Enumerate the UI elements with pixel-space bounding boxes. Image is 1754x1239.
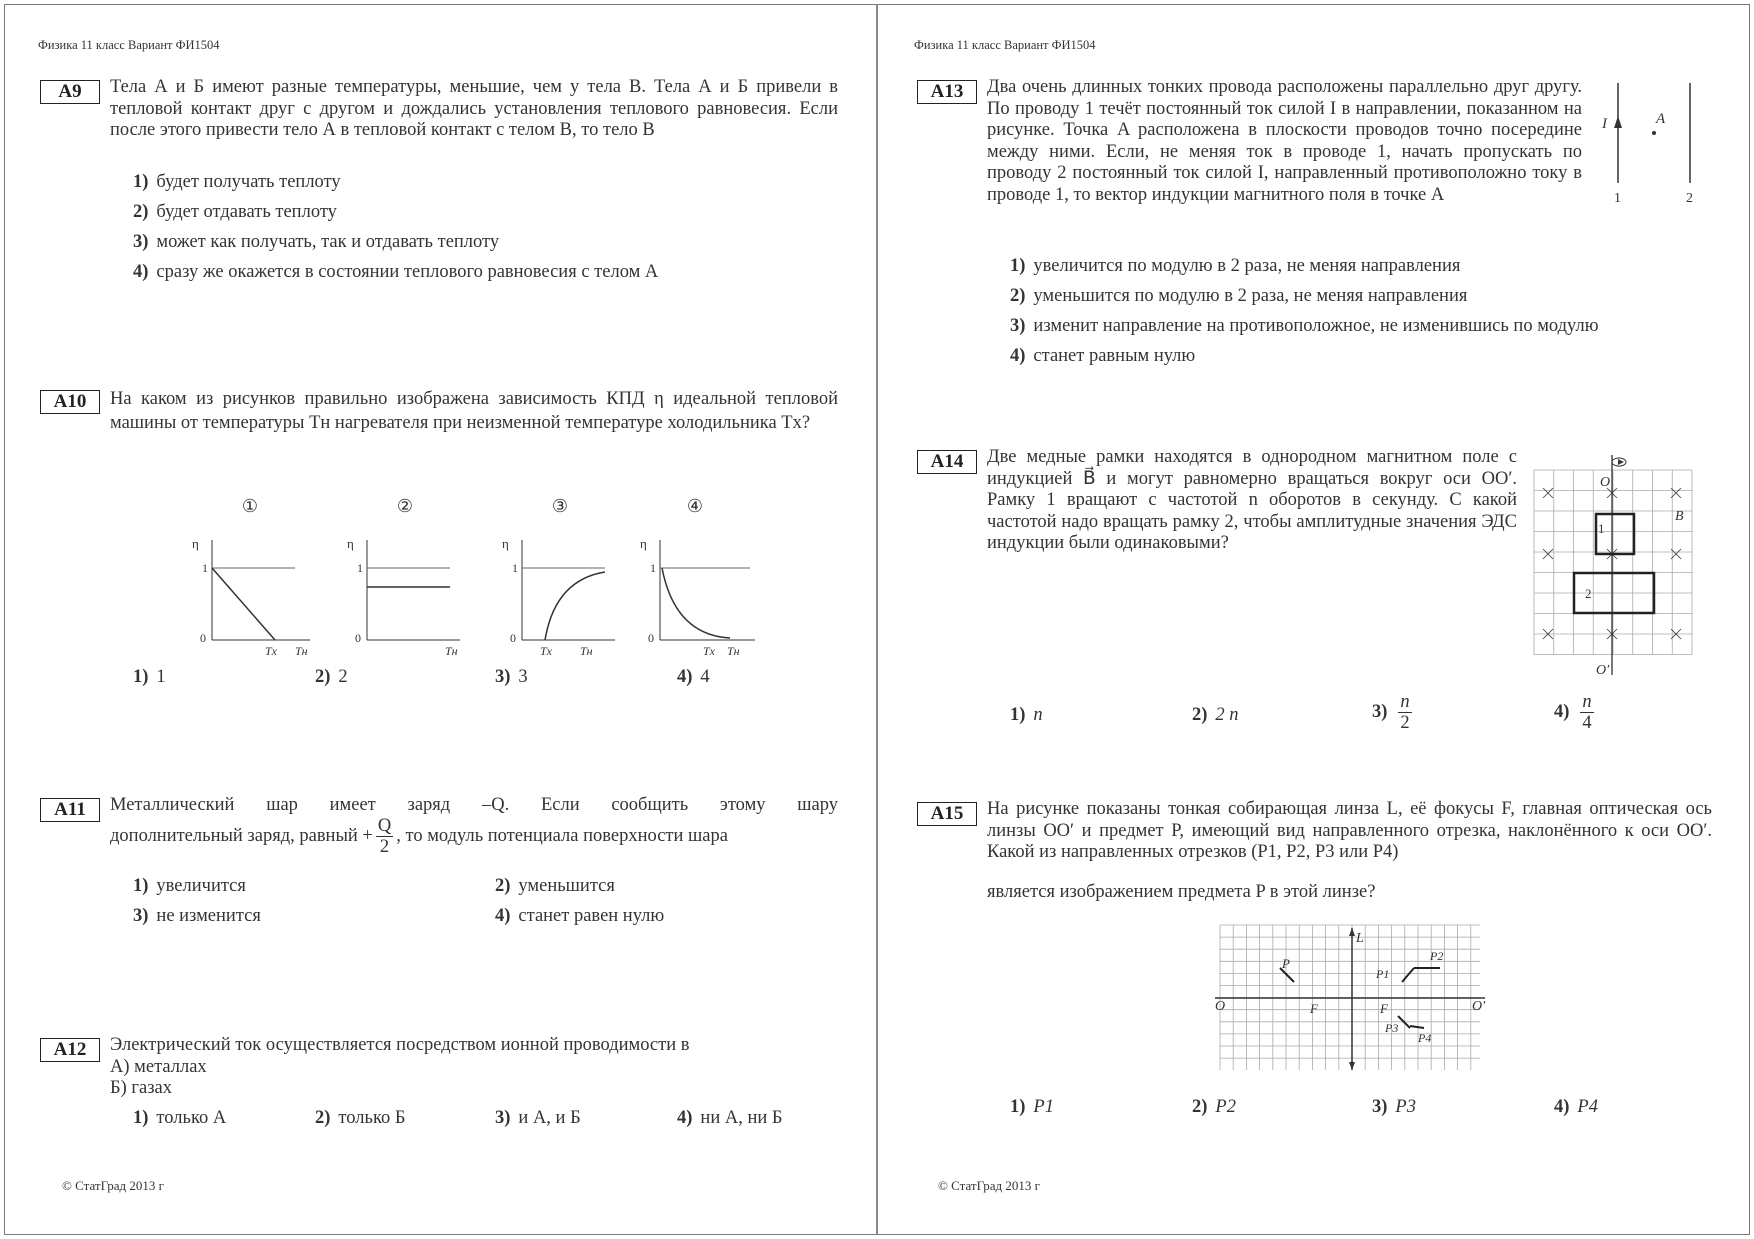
svg-text:0: 0 — [510, 631, 516, 645]
question-number: А11 — [40, 798, 100, 822]
svg-text:0: 0 — [355, 631, 361, 645]
graph-2 — [347, 496, 460, 658]
svg-text:Tн: Tн — [727, 644, 740, 658]
svg-text:①: ① — [241, 496, 259, 516]
svg-text:F: F — [1380, 1001, 1388, 1016]
svg-text:η: η — [640, 536, 647, 551]
page-footer: © СтатГрад 2013 г — [62, 1178, 164, 1193]
graph-4 — [640, 496, 755, 658]
option-2: 2) уменьшится по модулю в 2 раза, не меняя направления — [1010, 286, 1468, 306]
option-1: 1) будет получать теплоту — [133, 172, 341, 192]
svg-text:2: 2 — [1585, 586, 1592, 601]
svg-text:P2: P2 — [1430, 949, 1444, 963]
page-footer: © СтатГрад 2013 г — [938, 1178, 1040, 1193]
a10-option-4: 4) 4 — [677, 667, 710, 687]
option-3: 3) может как получать, так и отдавать теплоту — [133, 232, 500, 252]
a10-option-3: 3) 3 — [495, 667, 528, 687]
svg-text:1: 1 — [202, 561, 208, 575]
svg-text:Tх: Tх — [540, 644, 552, 658]
question-number: А13 — [917, 80, 977, 104]
svg-text:0: 0 — [200, 631, 206, 645]
question-text: Электрический ток осуществляется посредством ионной проводимости в А) металлах Б) газах — [110, 1035, 690, 1098]
lens-figure — [1210, 920, 1490, 1075]
question-text-line2: дополнительный заряд, равный + $\frac{Q}{2}$ , то модуль потенциала поверхности шара — [110, 816, 728, 857]
wires-figure — [1590, 78, 1710, 208]
svg-text:η: η — [502, 536, 509, 551]
option-2: 2) уменьшится — [495, 876, 615, 896]
efficiency-graphs — [180, 490, 760, 660]
option-4: 4) P4 — [1554, 1097, 1598, 1117]
svg-text:B⃗: B⃗ — [1675, 509, 1695, 524]
svg-text:0: 0 — [648, 631, 654, 645]
option-3: 3) не изменится — [133, 906, 261, 926]
option-4: 4) $\frac{n}{4}$ — [1554, 692, 1592, 733]
option-1: 1) n — [1010, 705, 1043, 725]
svg-text:O: O — [1600, 475, 1611, 490]
svg-text:A: A — [1656, 111, 1666, 127]
page-divider — [876, 4, 878, 1235]
svg-text:2: 2 — [1686, 191, 1693, 206]
question-text-continued: является изображением предмета P в этой линзе? — [987, 882, 1376, 902]
question-text: Две медные рамки находятся в однородном магнитном поле с индукцией B⃗ и могут равномерно вращаться вокруг оси OO′. Рамку 1 вращают с частотой n оборотов в секунду. С какой частотой надо вращать рамку 2, чтобы амплитудные значения ЭДС индукции были одинаковыми? — [987, 447, 1517, 553]
question-text-line1: Металлический шар имеет заряд –Q. Если сообщить этому шару — [110, 795, 838, 815]
question-number: А12 — [40, 1038, 100, 1062]
option-2: 2) будет отдавать теплоту — [133, 202, 337, 222]
svg-text:1: 1 — [512, 561, 518, 575]
graph-1 — [192, 496, 310, 658]
question-text: На каком из рисунков правильно изображена зависимость КПД η идеальной тепловой машины от температуры Tн нагревателя при неизменной температуре холодильника Tх? — [110, 389, 838, 433]
svg-text:P4: P4 — [1418, 1031, 1432, 1045]
svg-text:Tх: Tх — [265, 644, 277, 658]
svg-text:O′: O′ — [1472, 999, 1486, 1014]
svg-text:L: L — [1356, 931, 1364, 946]
svg-text:η: η — [192, 536, 199, 551]
svg-text:1: 1 — [357, 561, 363, 575]
page-header: Физика 11 класс Вариант ФИ1504 — [38, 38, 220, 52]
option-4: 4) ни А, ни Б — [677, 1108, 783, 1128]
option-2: 2) P2 — [1192, 1097, 1236, 1117]
svg-text:O′: O′ — [1596, 663, 1610, 678]
svg-text:1: 1 — [1614, 191, 1621, 206]
svg-text:②: ② — [396, 496, 414, 516]
option-4: 4) станет равным нулю — [1010, 346, 1196, 366]
svg-text:O: O — [1215, 999, 1226, 1014]
option-1: 1) увеличится по модулю в 2 раза, не меняя направления — [1010, 256, 1461, 276]
option-4: 4) станет равен нулю — [495, 906, 665, 926]
option-3: 3) и А, и Б — [495, 1108, 581, 1128]
option-4: 4) сразу же окажется в состоянии теплового равновесия с телом А — [133, 262, 659, 282]
svg-text:Tх: Tх — [703, 644, 715, 658]
a10-option-2: 2) 2 — [315, 667, 348, 687]
option-2: 2) 2 n — [1192, 705, 1239, 725]
option-1: 1) увеличится — [133, 876, 246, 896]
question-number: А14 — [917, 450, 977, 474]
svg-text:④: ④ — [686, 496, 704, 516]
svg-text:η: η — [347, 536, 354, 551]
question-number: А9 — [40, 80, 100, 104]
question-text: Два очень длинных тонких провода расположены параллельно друг другу. По проводу 1 течёт постоянный ток силой I в направлении, показанном на рисунке. Точка A расположена в плоскости проводов точно посередине между ними. Если, не меняя ток в проводе 1, начать пропускать по проводу 2 постоянный ток силой I, направленный противоположно току в проводе 1, то вектор индукции магнитного поля в точке A — [987, 77, 1582, 205]
question-number: А15 — [917, 802, 977, 826]
option-3: 3) P3 — [1372, 1097, 1416, 1117]
option-1: 1) P1 — [1010, 1097, 1054, 1117]
option-2: 2) только Б — [315, 1108, 406, 1128]
svg-text:Tн: Tн — [445, 644, 458, 658]
svg-text:Tн: Tн — [580, 644, 593, 658]
option-1: 1) только А — [133, 1108, 227, 1128]
option-3: 3) $\frac{n}{2}$ — [1372, 692, 1410, 733]
svg-text:I: I — [1602, 116, 1607, 132]
a10-option-1: 1) 1 — [133, 667, 166, 687]
svg-text:③: ③ — [551, 496, 569, 516]
svg-text:Tн: Tн — [295, 644, 308, 658]
option-3: 3) изменит направление на противоположное, не изменившись по модулю — [1010, 316, 1599, 336]
svg-text:P1: P1 — [1376, 967, 1390, 981]
svg-text:P3: P3 — [1385, 1021, 1399, 1035]
graph-3 — [502, 496, 615, 658]
question-number: А10 — [40, 390, 100, 414]
rotating-frames-figure — [1530, 450, 1700, 680]
question-text: Тела А и Б имеют разные температуры, меньшие, чем у тела В. Тела А и Б привели в тепловой контакт друг с другом и дождались установления теплового равновесия. Если после этого привести тело А в тепловой контакт с телом В, то тело В — [110, 77, 838, 140]
svg-text:F: F — [1310, 1001, 1318, 1016]
question-text: На рисунке показаны тонкая собирающая линза L, её фокусы F, главная оптическая ось линзы OO′ и предмет P, имеющий вид направленного отрезка, наклонённого к оси OO′. Какой из направленных отрезков (P1, P2, P3 или P4) — [987, 799, 1712, 862]
page-header: Физика 11 класс Вариант ФИ1504 — [914, 38, 1096, 52]
svg-text:1: 1 — [1598, 521, 1605, 536]
svg-text:1: 1 — [650, 561, 656, 575]
svg-text:P: P — [1282, 956, 1290, 971]
